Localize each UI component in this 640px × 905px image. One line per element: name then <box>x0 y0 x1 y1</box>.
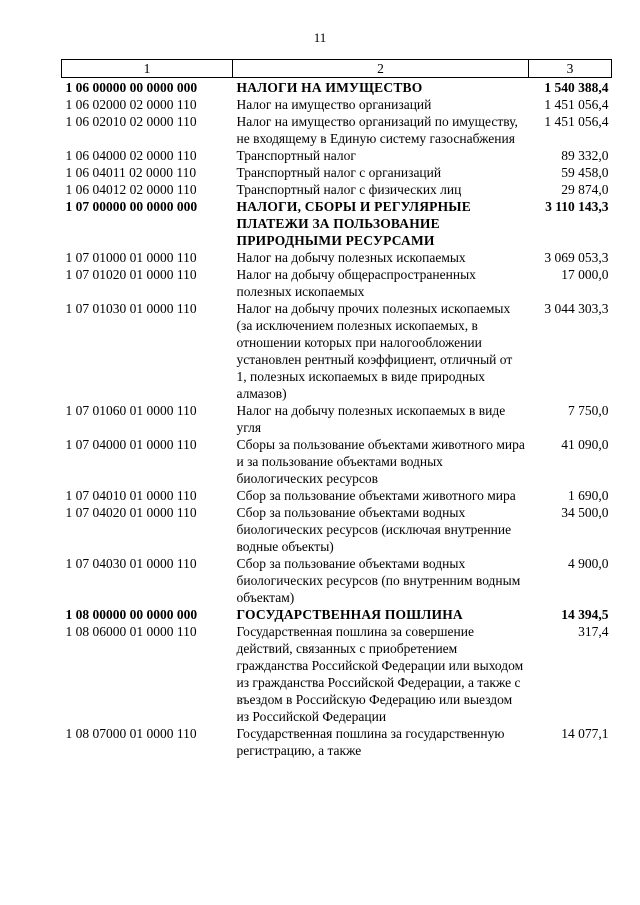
table-row <box>62 198 612 249</box>
table-row <box>62 147 612 164</box>
name-cell: НАЛОГИ, СБОРЫ И РЕГУЛЯРНЫЕ ПЛАТЕЖИ ЗА ПОЛЬЗОВАНИЕ ПРИРОДНЫМИ РЕСУРСАМИ <box>236 199 471 248</box>
code-cell: 1 08 07000 01 0000 110 <box>65 726 197 741</box>
code-cell: 1 07 01030 01 0000 110 <box>65 301 197 316</box>
code-cell: 1 08 00000 00 0000 000 <box>65 607 198 622</box>
table-row <box>62 164 612 181</box>
name-cell: ГОСУДАРСТВЕННАЯ ПОШЛИНА <box>236 607 463 622</box>
table-row <box>62 96 612 113</box>
column-header-amount: 3 <box>529 60 612 78</box>
table-row <box>62 436 612 487</box>
amount-cell: 89 332,0 <box>561 148 609 163</box>
table-row <box>62 300 612 402</box>
amount-cell: 29 874,0 <box>561 182 609 197</box>
code-cell: 1 07 04020 01 0000 110 <box>65 505 197 520</box>
name-cell: Налог на имущество организаций <box>236 97 432 112</box>
table-row <box>62 78 612 97</box>
code-cell: 1 07 00000 00 0000 000 <box>65 199 198 214</box>
name-cell: Сбор за пользование объектами водных биологических ресурсов (по внутренним водным объектам) <box>236 556 521 605</box>
name-cell: Налог на имущество организаций по имуществу, не входящему в Единую систему газоснабжения <box>236 114 518 146</box>
amount-cell: 1 540 388,4 <box>544 80 609 95</box>
amount-cell: 4 900,0 <box>568 556 609 571</box>
code-cell: 1 07 04000 01 0000 110 <box>65 437 197 452</box>
code-cell: 1 06 04011 02 0000 110 <box>65 165 197 180</box>
amount-cell: 3 110 143,3 <box>545 199 609 214</box>
name-cell: Сборы за пользование объектами животного мира и за пользование объектами водных биологических ресурсов <box>236 437 525 486</box>
name-cell: НАЛОГИ НА ИМУЩЕСТВО <box>236 80 423 95</box>
name-cell: Государственная пошлина за совершение действий, связанных с приобретением гражданства Российской Федерации или выходом из гражданства Российской Федерации, а также с въездом в Российскую Федерацию или выездом из Российской Федерации <box>236 624 524 724</box>
table-row <box>62 402 612 436</box>
table-row <box>62 249 612 266</box>
name-cell: Налог на добычу полезных ископаемых <box>236 250 466 265</box>
column-header-name: 2 <box>233 60 529 78</box>
amount-cell: 1 690,0 <box>568 488 609 503</box>
column-header-code: 1 <box>62 60 233 78</box>
amount-cell: 14 394,5 <box>561 607 609 622</box>
name-cell: Государственная пошлина за государственную регистрацию, а также <box>236 726 505 758</box>
table-row <box>62 113 612 147</box>
page-number: 11 <box>313 30 327 45</box>
name-cell: Налог на добычу прочих полезных ископаемых (за исключением полезных ископаемых, в отношении которых при налогообложении установлен рентный коэффициент, отличный от 1, полезных ископаемых в виде природных алмазов) <box>236 301 513 401</box>
code-cell: 1 06 02010 02 0000 110 <box>65 114 197 129</box>
amount-cell: 7 750,0 <box>568 403 609 418</box>
amount-cell: 34 500,0 <box>561 505 609 520</box>
code-cell: 1 08 06000 01 0000 110 <box>65 624 197 639</box>
amount-cell: 3 044 303,3 <box>544 301 609 316</box>
table-row <box>62 266 612 300</box>
table-header-row <box>62 60 612 78</box>
code-cell: 1 06 02000 02 0000 110 <box>65 97 197 112</box>
code-cell: 1 07 01020 01 0000 110 <box>65 267 197 282</box>
amount-cell: 59 458,0 <box>561 165 609 180</box>
table-row <box>62 181 612 198</box>
code-cell: 1 06 04012 02 0000 110 <box>65 182 197 197</box>
name-cell: Сбор за пользование объектами водных биологических ресурсов (исключая внутренние водные объекты) <box>236 505 512 554</box>
name-cell: Транспортный налог с физических лиц <box>236 182 462 197</box>
amount-cell: 41 090,0 <box>561 437 609 452</box>
amount-cell: 317,4 <box>578 624 609 639</box>
code-cell: 1 07 04010 01 0000 110 <box>65 488 197 503</box>
code-cell: 1 07 01060 01 0000 110 <box>65 403 197 418</box>
amount-cell: 14 077,1 <box>561 726 609 741</box>
name-cell: Налог на добычу общераспространенных полезных ископаемых <box>236 267 476 299</box>
table-row <box>62 487 612 504</box>
amount-cell: 17 000,0 <box>561 267 609 282</box>
code-cell: 1 06 00000 00 0000 000 <box>65 80 198 95</box>
table-row <box>62 606 612 623</box>
table-row <box>62 555 612 606</box>
name-cell: Транспортный налог <box>236 148 356 163</box>
table-row <box>62 725 612 759</box>
code-cell: 1 06 04000 02 0000 110 <box>65 148 197 163</box>
table-row <box>62 504 612 555</box>
name-cell: Транспортный налог с организаций <box>236 165 442 180</box>
code-cell: 1 07 01000 01 0000 110 <box>65 250 197 265</box>
name-cell: Сбор за пользование объектами животного мира <box>236 488 516 503</box>
table-row <box>62 623 612 725</box>
amount-cell: 1 451 056,4 <box>544 97 609 112</box>
code-cell: 1 07 04030 01 0000 110 <box>65 556 197 571</box>
amount-cell: 3 069 053,3 <box>544 250 609 265</box>
amount-cell: 1 451 056,4 <box>544 114 609 129</box>
budget-revenue-table <box>61 59 612 759</box>
name-cell: Налог на добычу полезных ископаемых в виде угля <box>236 403 506 435</box>
